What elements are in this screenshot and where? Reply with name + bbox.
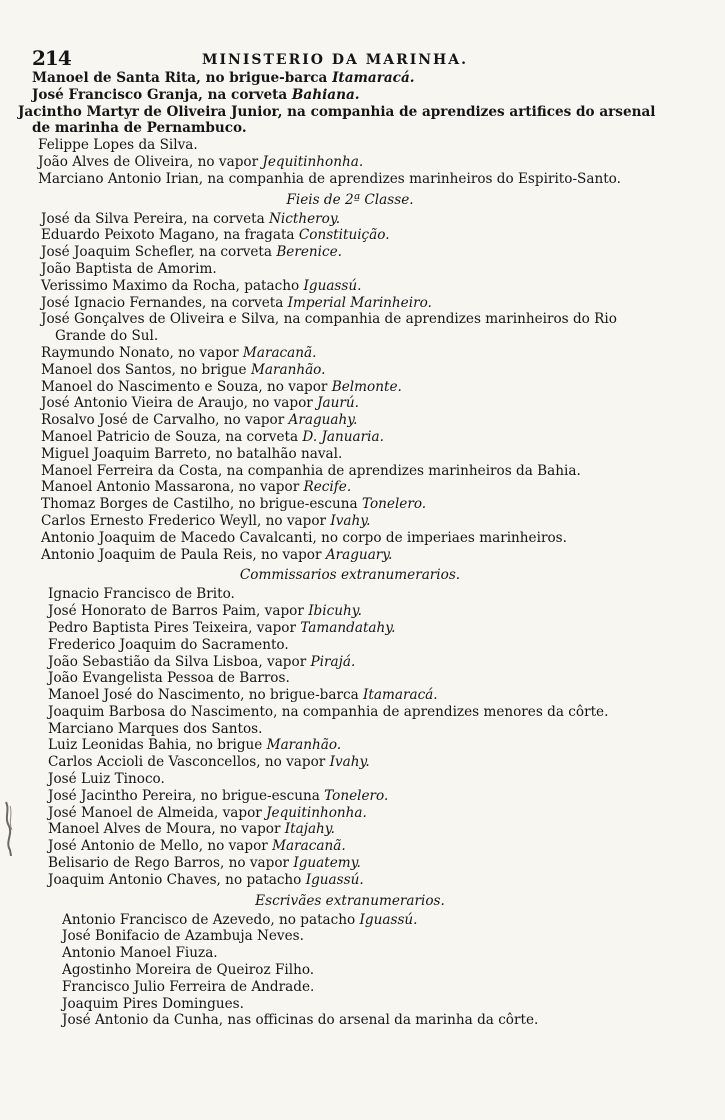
list-entry: Eduardo Peixoto Magano, na fragata Constituição. — [41, 227, 390, 244]
list-entry: Joaquim Barbosa do Nascimento, na companhia de aprendizes menores da côrte. — [48, 703, 609, 720]
list-entry: Manoel Ferreira da Costa, na companhia de aprendizes marinheiros da Bahia. — [41, 462, 581, 479]
list-entry: Marciano Antonio Irian, na companhia de aprendizes marinheiros do Espirito-Santo. — [38, 170, 621, 187]
list-entry: José Antonio da Cunha, nas officinas do arsenal da marinha da côrte. — [62, 1012, 539, 1029]
list-entry: José Manoel de Almeida, vapor Jequitinhonha. — [48, 804, 367, 821]
list-entry: Jacintho Martyr de Oliveira Junior, na companhia de aprendizes artifices do arsenal de marinha de Pernambuco. — [18, 103, 656, 137]
binding-shadow-mark — [2, 800, 16, 858]
section-heading-escrivaes: Escrivães extranumerarios. — [255, 892, 445, 909]
list-entry: Thomaz Borges de Castilho, no brigue-escuna Tonelero. — [41, 496, 427, 513]
list-entry: João Evangelista Pessoa de Barros. — [48, 670, 290, 687]
list-entry: Antonio Francisco de Azevedo, no patacho Iguassú. — [62, 911, 418, 928]
list-entry: José Ignacio Fernandes, na corveta Imperial Marinheiro. — [41, 294, 432, 311]
page-header — [32, 40, 668, 70]
list-entry: Manoel de Santa Rita, no brigue-barca Itamaracá. — [32, 70, 415, 86]
list-entry: Belisario de Rego Barros, no vapor Iguatemy. — [48, 855, 361, 872]
list-entry: Agostinho Moreira de Queiroz Filho. — [62, 962, 315, 979]
list-entry: Raymundo Nonato, no vapor Maracanã. — [41, 344, 317, 361]
list-entry: Manoel Patricio de Souza, na corveta D. Januaria. — [41, 428, 384, 445]
list-entry: José Francisco Granja, na corveta Bahiana. — [32, 86, 360, 103]
section-continued — [18, 70, 668, 188]
section-commissarios — [32, 586, 668, 888]
list-entry: Miguel Joaquim Barreto, no batalhão naval. — [41, 445, 343, 462]
list-entry: José Antonio Vieira de Araujo, no vapor Jaurú. — [41, 395, 359, 412]
list-entry: José Antonio de Mello, no vapor Maracanã. — [48, 838, 346, 855]
list-entry: Francisco Julio Ferreira de Andrade. — [62, 978, 315, 995]
list-entry: Carlos Accioli de Vasconcellos, no vapor Ivahy. — [48, 754, 370, 771]
list-entry: José Luiz Tinoco. — [48, 771, 165, 788]
list-entry: Pedro Baptista Pires Teixeira, vapor Tamandatahy. — [48, 619, 396, 636]
list-entry: Manoel José do Nascimento, no brigue-barca Itamaracá. — [48, 687, 438, 704]
running-head-title: MINISTERIO DA MARINHA. — [202, 52, 469, 68]
list-entry: Frederico Joaquim do Sacramento. — [48, 636, 289, 653]
list-entry: Manoel Alves de Moura, no vapor Itajahy. — [48, 821, 336, 838]
list-entry: Luiz Leonidas Bahia, no brigue Maranhão. — [48, 737, 342, 754]
list-entry: Rosalvo José de Carvalho, no vapor Araguahy. — [41, 412, 358, 429]
list-entry: Antonio Manoel Fiuza. — [62, 945, 218, 962]
list-entry: Carlos Ernesto Frederico Weyll, no vapor Ivahy. — [41, 512, 371, 529]
list-entry: Manoel do Nascimento e Souza, no vapor Belmonte. — [41, 378, 402, 395]
section-fieis — [32, 211, 668, 564]
list-entry: Verissimo Maximo da Rocha, patacho Iguassú. — [41, 277, 362, 294]
list-entry: Manoel Antonio Massarona, no vapor Recife. — [41, 479, 352, 496]
list-entry: Antonio Joaquim de Macedo Cavalcanti, no corpo de imperiaes marinheiros. — [41, 529, 567, 546]
list-entry: José Honorato de Barros Paim, vapor Ibicuhy. — [48, 603, 362, 620]
document-page — [18, 40, 668, 1029]
list-entry: José Gonçalves de Oliveira e Silva, na companhia de aprendizes marinheiros do Rio Grande do Sul. — [41, 311, 617, 345]
list-entry: José Jacintho Pereira, no brigue-escuna Tonelero. — [48, 787, 389, 804]
section-escrivaes — [32, 912, 668, 1030]
list-entry: José Bonifacio de Azambuja Neves. — [62, 928, 304, 945]
list-entry: João Sebastião da Silva Lisboa, vapor Pirajá. — [48, 653, 356, 670]
section-heading-commissarios: Commissarios extranumerarios. — [239, 567, 461, 584]
list-entry: José Joaquim Schefler, na corveta Berenice. — [41, 244, 342, 261]
list-entry: Joaquim Antonio Chaves, no patacho Iguassú. — [48, 871, 364, 888]
list-entry: João Baptista de Amorim. — [41, 260, 217, 277]
list-entry: Ignacio Francisco de Brito. — [48, 586, 235, 603]
list-entry: José da Silva Pereira, na corveta Nictheroy. — [41, 210, 341, 227]
list-entry: Felippe Lopes da Silva. — [38, 137, 198, 154]
list-entry: Antonio Joaquim de Paula Reis, no vapor Araguary. — [41, 546, 393, 563]
list-entry: João Alves de Oliveira, no vapor Jequitinhonha. — [38, 153, 364, 170]
list-entry: Joaquim Pires Domingues. — [62, 995, 244, 1012]
page-number: 214 — [32, 46, 71, 70]
list-entry: Marciano Marques dos Santos. — [48, 720, 263, 737]
section-heading-fieis: Fieis de 2ª Classe. — [286, 191, 414, 208]
list-entry: Manoel dos Santos, no brigue Maranhão. — [41, 361, 326, 378]
